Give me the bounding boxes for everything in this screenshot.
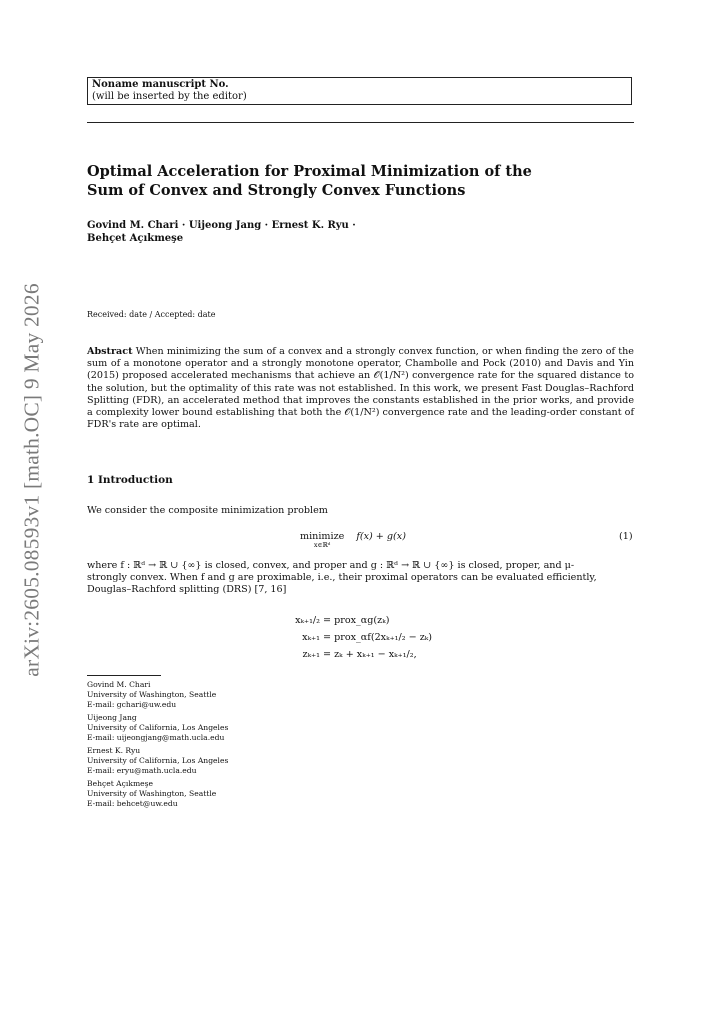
intro-sentence: We consider the composite minimization problem — [87, 505, 328, 516]
arxiv-id-text: arXiv:2605.08593v1 [math.OC] 9 May 2026 — [19, 283, 44, 677]
section-heading: 1 Introduction — [87, 474, 173, 486]
header-rule — [87, 122, 634, 123]
equation-lhs: xₖ₊₁/₂ — [295, 615, 320, 626]
author-email: E-mail: eryu@math.ucla.edu — [87, 766, 197, 775]
objective-expression: f(x) + g(x) — [356, 531, 406, 542]
drs-iteration-equations — [240, 615, 500, 666]
title-line-1: Optimal Acceleration for Proximal Minimization of the — [87, 163, 532, 180]
author-name: Govind M. Chari — [87, 680, 151, 689]
author-affiliation: University of Washington, Seattle — [87, 789, 217, 798]
equation-lhs: zₖ₊₁ — [302, 649, 320, 660]
minimize-subscript: x∈ℝᵈ — [313, 541, 331, 549]
abstract — [87, 346, 634, 431]
author-list — [87, 219, 634, 245]
author-name: Behçet Açıkmeşe — [87, 779, 154, 788]
author-affiliation: University of California, Los Angeles — [87, 756, 229, 765]
footnote-rule — [87, 675, 161, 676]
minimize-word: minimize — [300, 531, 345, 542]
affiliation-block — [87, 680, 228, 710]
equation-lhs: xₖ₊₁ — [302, 632, 320, 643]
paragraph-line-3: Douglas–Rachford splitting (DRS) [7, 16] — [87, 584, 287, 596]
author-email: E-mail: behcet@uw.edu — [87, 799, 178, 808]
paper-title — [87, 162, 634, 200]
editor-note: (will be inserted by the editor) — [92, 91, 247, 102]
author-affiliations — [87, 680, 228, 812]
minimize-operator — [300, 531, 344, 549]
equation-1 — [300, 531, 406, 549]
arxiv-watermark — [4, 284, 60, 676]
paragraph-line-2: strongly convex. When f and g are proximable, i.e., their proximal operators can be evaluated efficiently, — [87, 572, 597, 584]
authors-line-2: Behçet Açıkmeşe — [87, 233, 184, 244]
authors-line-1: Govind M. Chari · Uijeong Jang · Ernest K. Ryu · — [87, 220, 356, 231]
equation-row — [240, 649, 500, 666]
manuscript-number-label: Noname manuscript No. — [92, 79, 229, 90]
author-email: E-mail: uijeongjang@math.ucla.edu — [87, 733, 225, 742]
affiliation-block — [87, 713, 228, 743]
manuscript-box — [87, 77, 632, 105]
paragraph-line-1: where f : ℝᵈ → ℝ ∪ {∞} is closed, convex, and proper and g : ℝᵈ → ℝ ∪ {∞} is closed, proper, and μ- — [87, 560, 575, 571]
equation-rhs: = prox_αg(zₖ) — [323, 615, 390, 626]
affiliation-block — [87, 779, 228, 809]
equation-row — [240, 632, 500, 649]
abstract-text: When minimizing the sum of a convex and a strongly convex function, or when finding the zero of the sum of a monotone operator and a strongly monotone operator, Chambolle and Pock (2010) and Davis and Yin (2015) proposed accelerated mechanisms that achieve an 𝒪(1/N²) convergence rate for the squared distance to the solution, but the optimality of this rate was not established. In this work, we present Fast Douglas–Rachford Splitting (FDR), an accelerated method that improves the constants established in the prior works, and provide a complexity lower bound establishing that both the 𝒪(1/N²) convergence rate and the leading-order constant of FDR's rate are optimal. — [87, 346, 634, 431]
received-accepted-date: Received: date / Accepted: date — [87, 310, 216, 319]
author-name: Uijeong Jang — [87, 713, 137, 722]
author-affiliation: University of Washington, Seattle — [87, 690, 217, 699]
author-name: Ernest K. Ryu — [87, 746, 141, 755]
title-line-2: Sum of Convex and Strongly Convex Functions — [87, 182, 466, 199]
author-affiliation: University of California, Los Angeles — [87, 723, 229, 732]
paragraph-drs — [87, 560, 634, 597]
equation-rhs: = prox_αf(2xₖ₊₁/₂ − zₖ) — [323, 632, 433, 643]
abstract-label: Abstract — [87, 346, 133, 357]
author-email: E-mail: gchari@uw.edu — [87, 700, 177, 709]
equation-number: (1) — [619, 531, 633, 542]
equation-row — [240, 615, 500, 632]
affiliation-block — [87, 746, 228, 776]
equation-rhs: = zₖ + xₖ₊₁ − xₖ₊₁/₂, — [323, 649, 417, 660]
